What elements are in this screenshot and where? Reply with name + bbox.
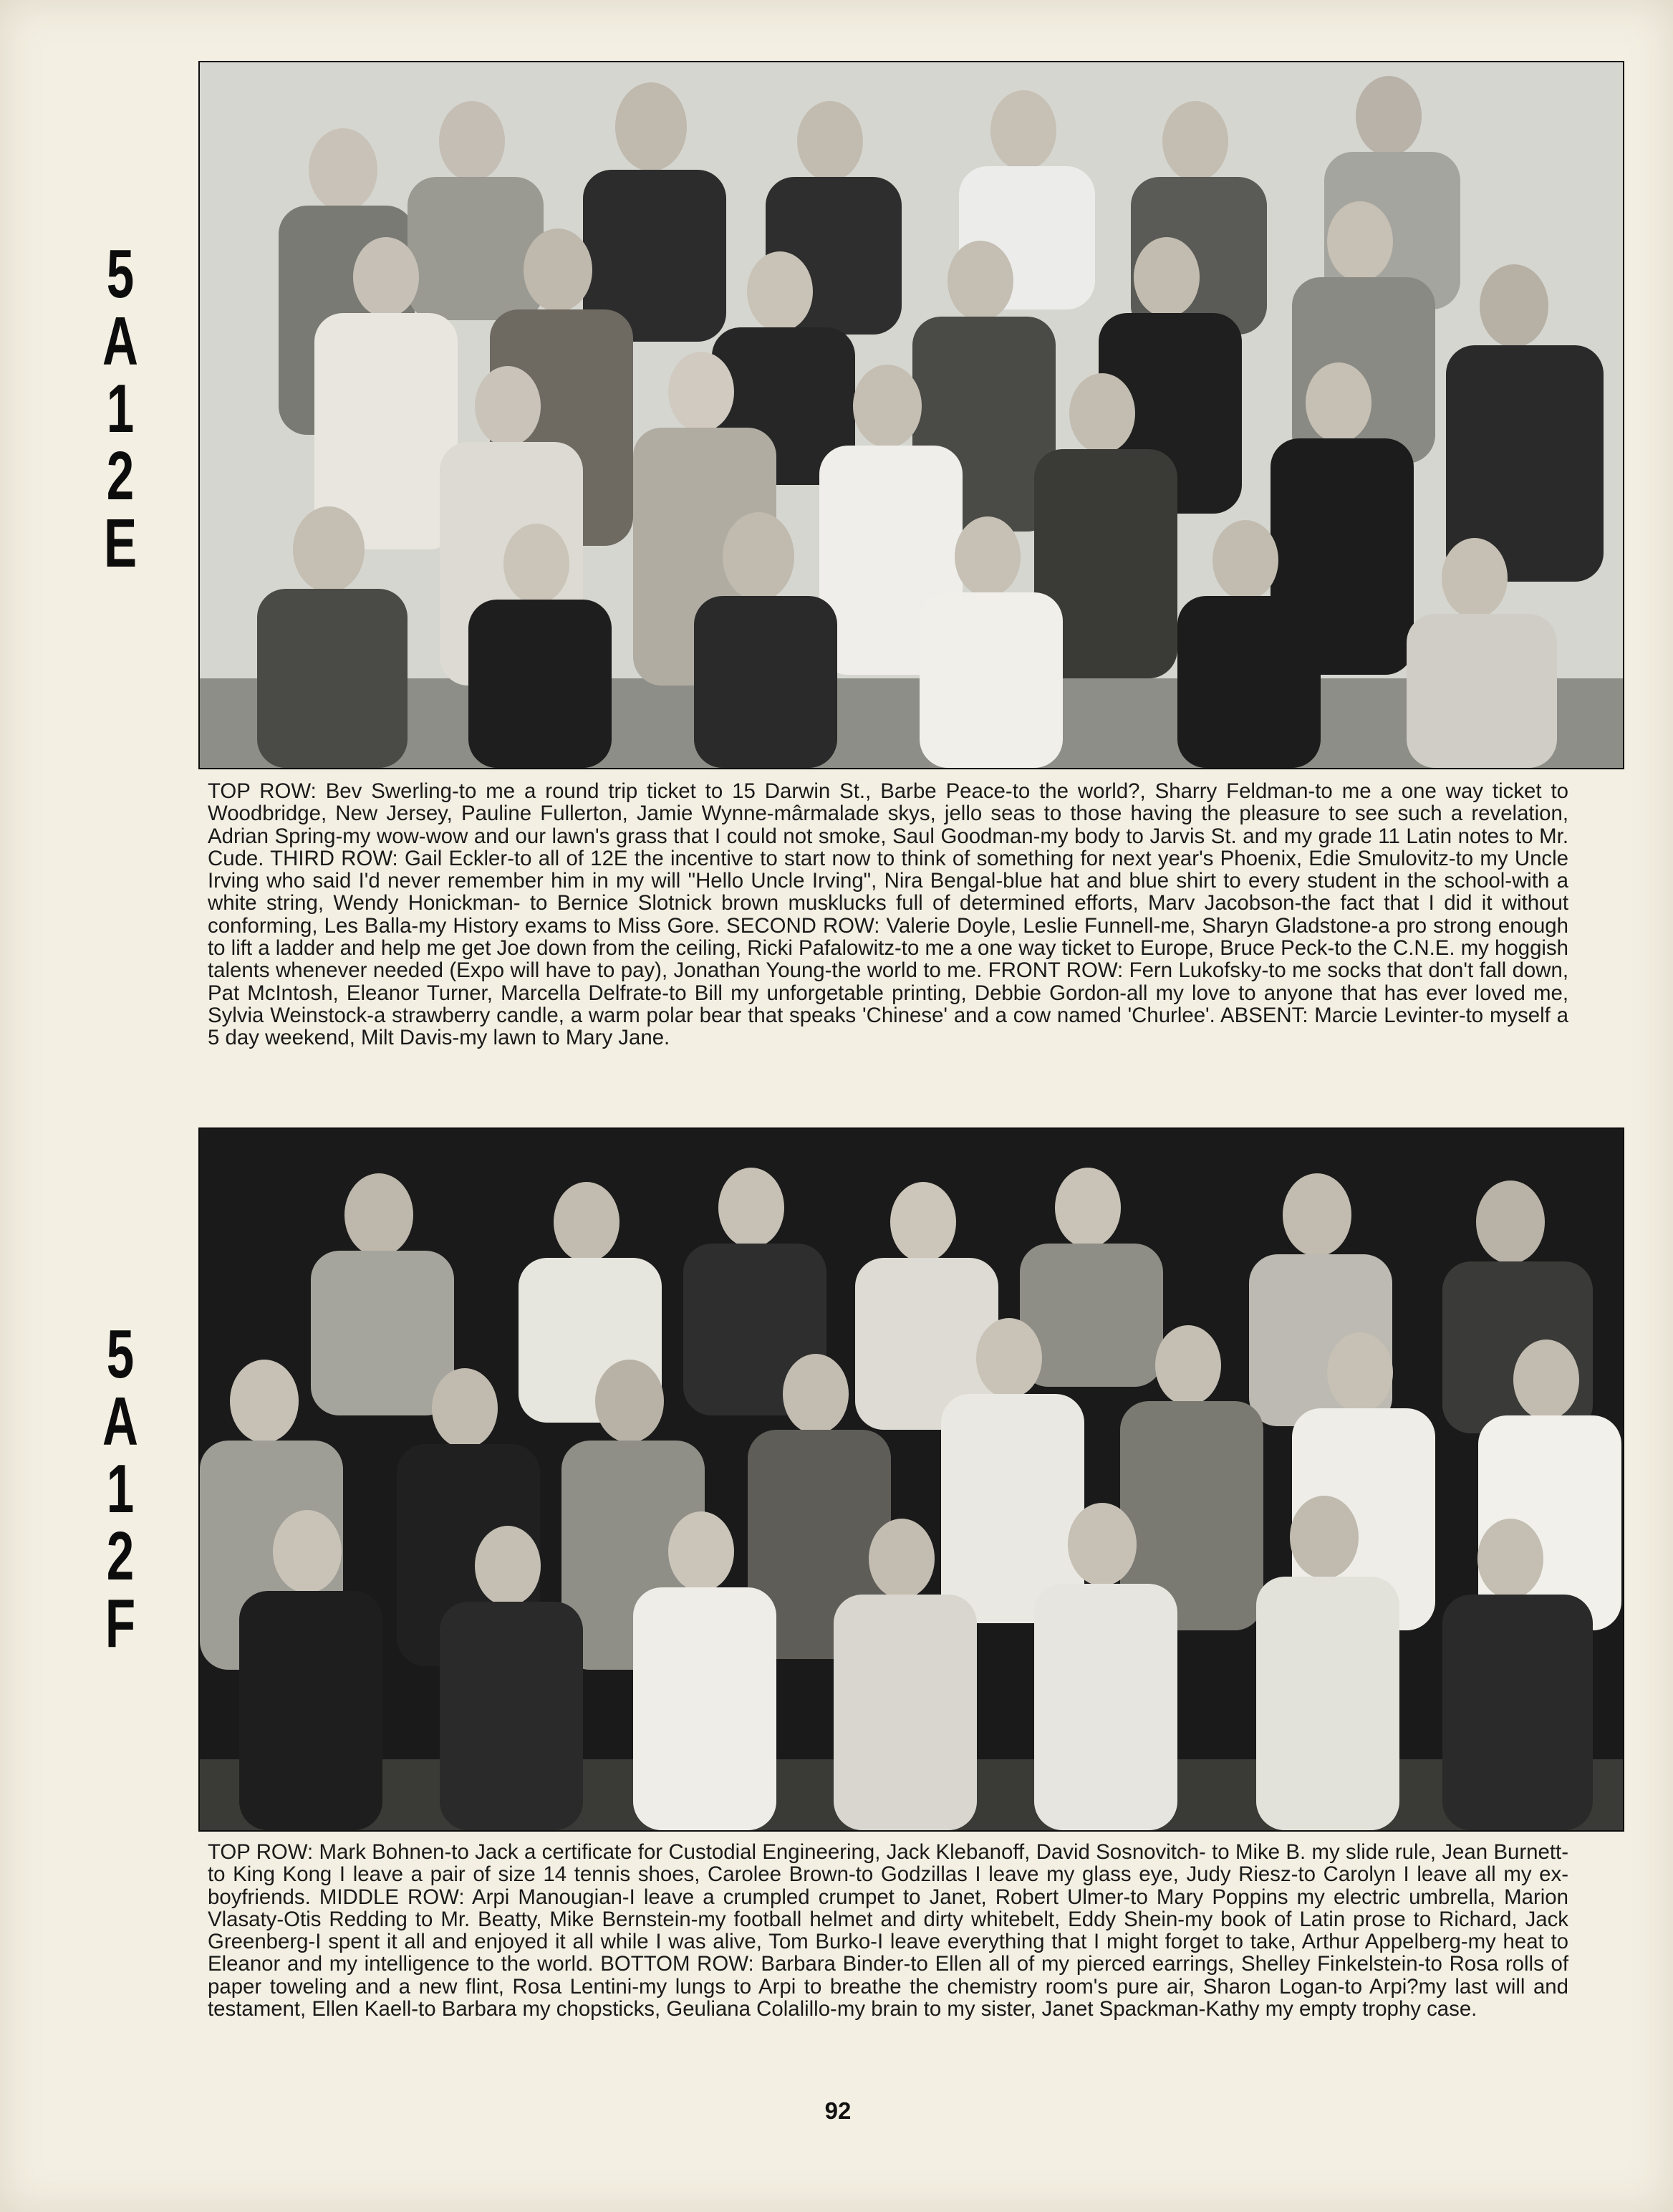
label-char: 1: [106, 370, 135, 447]
page-number: 92: [824, 2097, 852, 2124]
section-label-5a12e: [100, 236, 141, 582]
group-photo-illustration: [200, 1129, 1623, 1830]
label-char: A: [102, 303, 138, 380]
section-label-5a12f: [100, 1316, 141, 1662]
class-photo-5a12f: [198, 1127, 1624, 1832]
label-char: A: [102, 1383, 138, 1460]
group-photo-illustration: [200, 62, 1623, 768]
label-char: 5: [106, 236, 135, 312]
label-char: 5: [106, 1316, 135, 1393]
caption-5a12f: TOP ROW: Mark Bohnen-to Jack a certificate for Custodial Engineering, Jack Klebanoff, David Sosnovitch- to Mike B. my slide rule, Jean Burnett-to King Kong I leave a pair of size 14 tennis shoes, Carolee Brown-to Godzillas I leave my glass eye, Judy Riesz-to Carolyn I leave all my ex-boyfriends. MIDDLE ROW: Arpi Manougian-I leave a crumpled crumpet to Janet, Robert Ulmer-to Mary Poppins my electric umbrella, Marion Vlasaty-Otis Redding to Mr. Beatty, Mike Bernstein-my football helmet and dirty whitebelt, Eddy Shein-my book of Latin prose to Richard, Jack Greenberg-I spent it all and enjoyed it all while I was alive, Tom Burko-I leave everything that I might forget to take, Arthur Appelberg-my heat to Eleanor and my intelligence to the world. BOTTOM ROW: Barbara Binder-to Ellen all of my pierced earrings, Shelley Finkelstein-to Rosa rolls of paper toweling and a new flint, Rosa Lentini-my lungs to Arpi to breathe the chemistry room's pure air, Sharon Logan-to Arpi?my last will and testament, Ellen Kaell-to Barbara my chopsticks, Geuliana Colalillo-my brain to my sister, Janet Spackman-Kathy my empty trophy case.: [208, 1840, 1568, 2021]
label-char: E: [103, 505, 138, 582]
label-char: 1: [106, 1451, 135, 1527]
class-photo-5a12e: [198, 61, 1624, 769]
label-char: F: [105, 1585, 136, 1662]
caption-5a12e: TOP ROW: Bev Swerling-to me a round trip ticket to 15 Darwin St., Barbe Peace-to the world?, Sharry Feldman-to me a one way ticket to Woodbridge, New Jersey, Pauline Fullerton, Jamie Wynne-mârmalade skys, jello seas to those having the pleasure to see such a revelation, Adrian Spring-my wow-wow and our lawn's grass that I could not smoke, Saul Goodman-my body to Jarvis St. and my grade 11 Latin notes to Mr. Cude. THIRD ROW: Gail Eckler-to all of 12E the incentive to start now to think of something for next year's Phoenix, Edie Smulovitz-to my Uncle Irving who said I'd never remember him in my will "Hello Uncle Irving", Nira Bengal-blue hat and blue shirt to every student in the school-with a white string, Wendy Honickman- to Bernice Slotnick brown musklucks full of determined efforts, Marv Jacobson-the fact that I did it without conforming, Les Balla-my History exams to Miss Gore. SECOND ROW: Valerie Doyle, Leslie Funnell-me, Sharyn Gladstone-a pro strong enough to lift a ladder and help me get Joe down from the ceiling, Ricki Pafalowitz-to me a one way ticket to Europe, Bruce Peck-to the C.N.E. my hoggish talents whenever needed (Expo will have to pay), Jonathan Young-the world to me. FRONT ROW: Fern Lukofsky-to me socks that don't fall down, Pat McIntosh, Eleanor Turner, Marcella Delfrate-to Bill my unforgetable printing, Debbie Gordon-all my love to anyone that has ever loved me, Sylvia Weinstock-a strawberry candle, a warm polar bear that speaks 'Chinese' and a cow named 'Churlee'. ABSENT: Marcie Levinter-to myself a 5 day weekend, Milt Davis-my lawn to Mary Jane.: [208, 779, 1568, 1050]
label-char: 2: [106, 1518, 135, 1595]
label-char: 2: [106, 438, 135, 514]
